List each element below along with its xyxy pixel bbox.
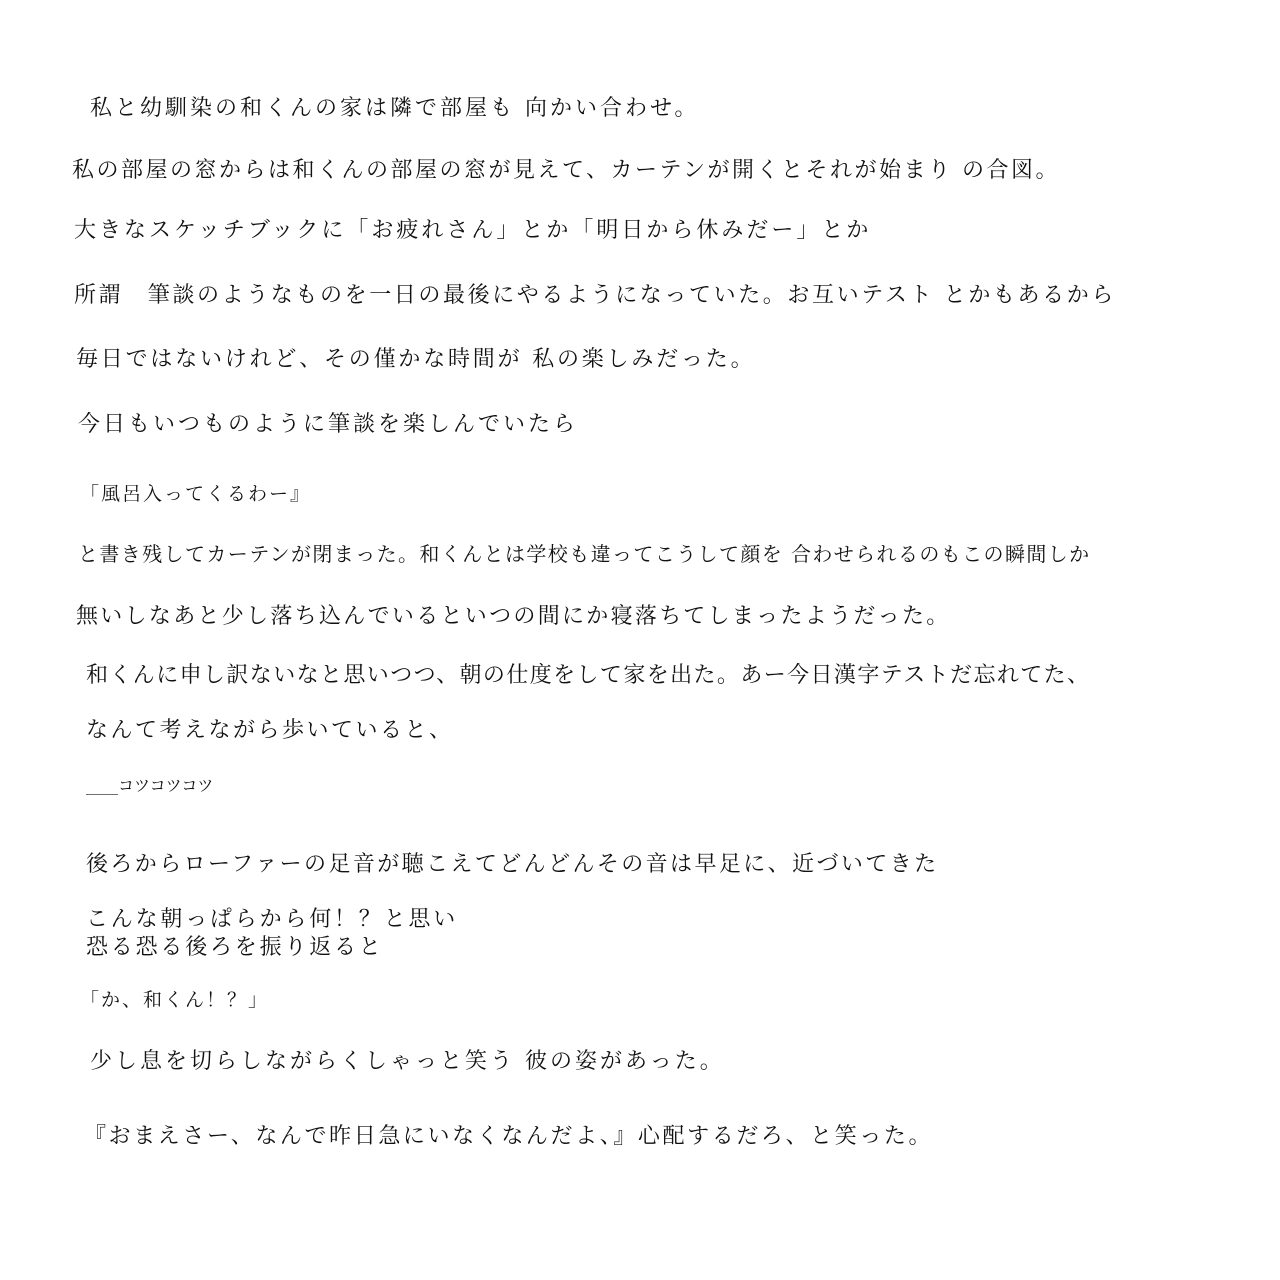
text-line: 所謂 筆談のようなものを一日の最後にやるようになっていた。お互いテスト とかもあるから: [74, 283, 1116, 308]
text-line: 大きなスケッチブックに「お疲れさん」とか「明日から休みだー」とか: [74, 218, 872, 243]
text-line: 「風呂入ってくるわー』: [80, 483, 312, 505]
text-line: 今日もいつものように筆談を楽しんでいたら: [78, 412, 579, 437]
text-line: 私の部屋の窓からは和くんの部屋の窓が見えて、カーテンが開くとそれが始まり の合図。: [72, 158, 1060, 183]
text-line: 恐る恐る後ろを振り返ると: [86, 935, 384, 960]
text-line: 『おまえさー、なんで昨日急にいなくなんだよ、』心配するだろ、と笑った。: [84, 1124, 934, 1149]
text-line: なんて考えながら歩いていると、: [86, 718, 454, 743]
text-line: 少し息を切らしながらくしゃっと笑う 彼の姿があった。: [90, 1049, 725, 1074]
text-line: 無いしなあと少し落ち込んでいるといつの間にか寝落ちてしまったようだった。: [76, 604, 951, 629]
text-line: 毎日ではないけれど、その僅かな時間が 私の楽しみだった。: [76, 347, 756, 372]
text-line: ____コツコツコツ: [86, 776, 214, 795]
text-line: 「か、和くん！？」: [80, 989, 270, 1011]
text-line: 後ろからローファーの足音が聴こえてどんどんその音は早足に、近づいてきた: [86, 852, 939, 877]
text-line: と書き残してカーテンが閉まった。和くんとは学校も違ってこうして顔を 合わせられるのもこの瞬間しか: [78, 542, 1091, 566]
text-line: こんな朝っぱらから何！？と思い: [86, 907, 459, 932]
text-line: 和くんに申し訳ないなと思いつつ、朝の仕度をして家を出た。あー今日漢字テストだ忘れてた、: [86, 663, 1091, 688]
text-line: 私と幼馴染の和くんの家は隣で部屋も 向かい合わせ。: [90, 96, 700, 121]
